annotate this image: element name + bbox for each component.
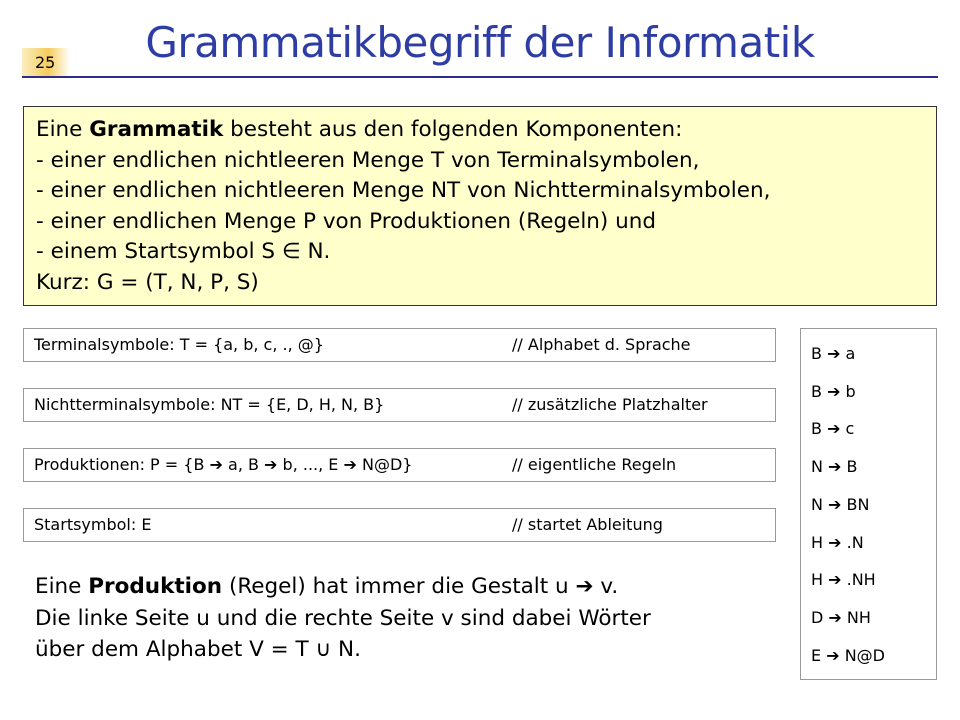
productions-box [23, 448, 776, 482]
term-grammatik: Grammatik [89, 117, 224, 142]
rule-item: H ➔ .N [811, 532, 864, 552]
production-rules-list [800, 328, 937, 680]
rule-item: B ➔ a [811, 344, 856, 363]
rule-item: N ➔ BN [811, 494, 870, 514]
production-note-line: über dem Alphabet V = T ∪ N. [35, 637, 361, 662]
terminal-symbols-box [23, 328, 776, 362]
slide-title: Grammatikbegriff der Informatik [145, 18, 815, 67]
definition-item: - einer endlichen nichtleeren Menge NT von Nichtterminalsymbolen, [36, 178, 771, 204]
production-note-line: Eine Produktion (Regel) hat immer die Gestalt u ➔ v. [35, 574, 619, 599]
info-comment: // Alphabet d. Sprache [512, 335, 691, 354]
slide-number: 25 [22, 48, 70, 78]
production-note [35, 571, 651, 666]
info-comment: // startet Ableitung [512, 515, 663, 534]
info-label: Startsymbol: E [34, 515, 152, 534]
definition-item: - einem Startsymbol S ∈ N. [36, 239, 331, 265]
title-underline [22, 76, 938, 78]
info-comment: // zusätzliche Platzhalter [512, 395, 708, 414]
rule-item: N ➔ B [811, 457, 858, 477]
definition-item: - einer endlichen Menge P von Produktionen (Regeln) und [36, 208, 657, 234]
info-label: Terminalsymbole: T = {a, b, c, ., @} [34, 335, 324, 354]
start-symbol-box [23, 508, 776, 542]
rule-item: B ➔ c [811, 419, 855, 439]
rule-item: H ➔ .NH [811, 570, 876, 590]
rule-item: B ➔ b [811, 381, 856, 401]
info-label: Produktionen: P = {B ➔ a, B ➔ b, ..., E ➔ N@D} [34, 455, 413, 474]
definition-summary: Kurz: G = (T, N, P, S) [36, 269, 259, 295]
info-label: Nichtterminalsymbole: NT = {E, D, H, N, B} [34, 395, 385, 414]
production-note-line: Die linke Seite u und die rechte Seite v sind dabei Wörter [35, 605, 651, 631]
nonterminal-symbols-box [23, 388, 776, 422]
definition-intro: Eine Grammatik besteht aus den folgenden Komponenten: [36, 117, 683, 142]
definition-box [23, 106, 937, 306]
rule-item: D ➔ NH [811, 607, 871, 627]
rule-item: E ➔ N@D [811, 645, 885, 665]
info-comment: // eigentliche Regeln [512, 455, 677, 474]
term-produktion: Produktion [88, 574, 223, 599]
definition-item: - einer endlichen nichtleeren Menge T von Terminalsymbolen, [36, 147, 700, 173]
